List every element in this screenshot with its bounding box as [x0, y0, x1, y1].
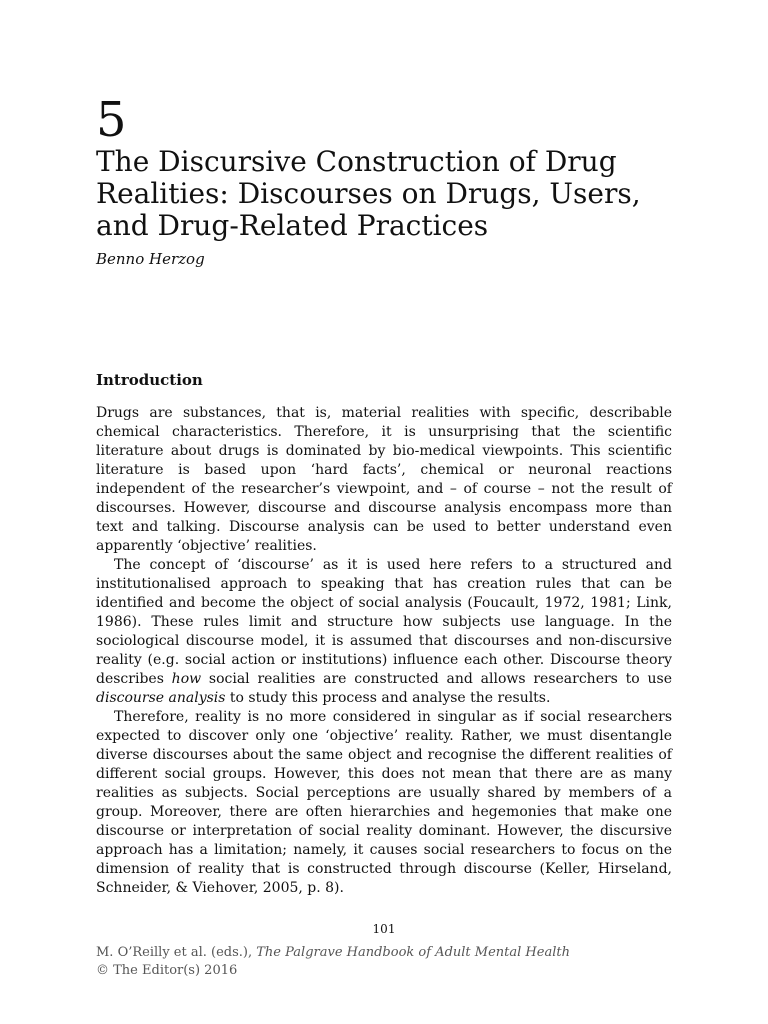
body-text — [96, 404, 672, 898]
paragraph-emphasis: how — [171, 671, 202, 687]
paragraph-text: The concept of ‘discourse’ as it is used here refers to a structured and institutionalised approach to speaking that has creation rules that can be identified and become the object of social analysis (Foucault, 1972, 1981; Link, 1986). These rules limit and structure how subjects use language. In the sociological discourse model, it is assumed that discourses and non-discursive reality (e.g. social action or institutions) influence each other. Discourse theory describes — [96, 557, 672, 687]
chapter-author: Benno Herzog — [96, 250, 205, 268]
chapter-title — [96, 146, 696, 242]
footer-copyright: © The Editor(s) 2016 — [96, 963, 238, 978]
footer-citation-prefix: M. O’Reilly et al. (eds.), — [96, 945, 257, 960]
paragraph-text: social realities are constructed and allows researchers to use — [201, 671, 672, 687]
paragraph: Therefore, reality is no more considered in singular as if social researchers expected to discover only one ‘objective’ reality. Rather, we must disentangle diverse discourses about the same object and recognise the different realities of different social groups. However, this does not mean that there are as many realities as subjects. Social perceptions are usually shared by members of a group. Moreover, there are often hierarchies and hegemonies that make one discourse or interpretation of social reality dominant. However, the discursive approach has a limitation; namely, it causes social researchers to focus on the dimension of reality that is constructed through discourse (Keller, Hirseland, Schneider, & Viehover, 2005, p. 8). — [96, 709, 672, 896]
page-number: 101 — [372, 922, 396, 936]
footer — [96, 944, 570, 980]
footer-book-title: The Palgrave Handbook of Adult Mental Health — [256, 945, 570, 960]
paragraph: Drugs are substances, that is, material realities with specific, describable chemical characteristics. Therefore, it is unsurprising that the scientific literature about drugs is dominated by bio-medical viewpoints. This scientific literature is based upon ‘hard facts’, chemical or neuronal reactions independent of the researcher’s viewpoint, and – of course – not the result of discourses. However, discourse and discourse analysis encompass more than text and talking. Discourse analysis can be used to better understand even apparently ‘objective’ realities. — [96, 405, 672, 554]
chapter-title-line: Realities: Discourses on Drugs, Users, — [96, 177, 641, 210]
chapter-number: 5 — [96, 92, 127, 148]
chapter-title-line: The Discursive Construction of Drug — [96, 145, 617, 178]
paragraph-emphasis: discourse analysis — [96, 690, 226, 706]
chapter-title-line: and Drug-Related Practices — [96, 209, 489, 242]
paragraph — [96, 556, 672, 708]
section-heading: Introduction — [96, 371, 203, 389]
footer-citation — [96, 944, 570, 962]
paragraph-text: to study this process and analyse the results. — [225, 690, 551, 706]
